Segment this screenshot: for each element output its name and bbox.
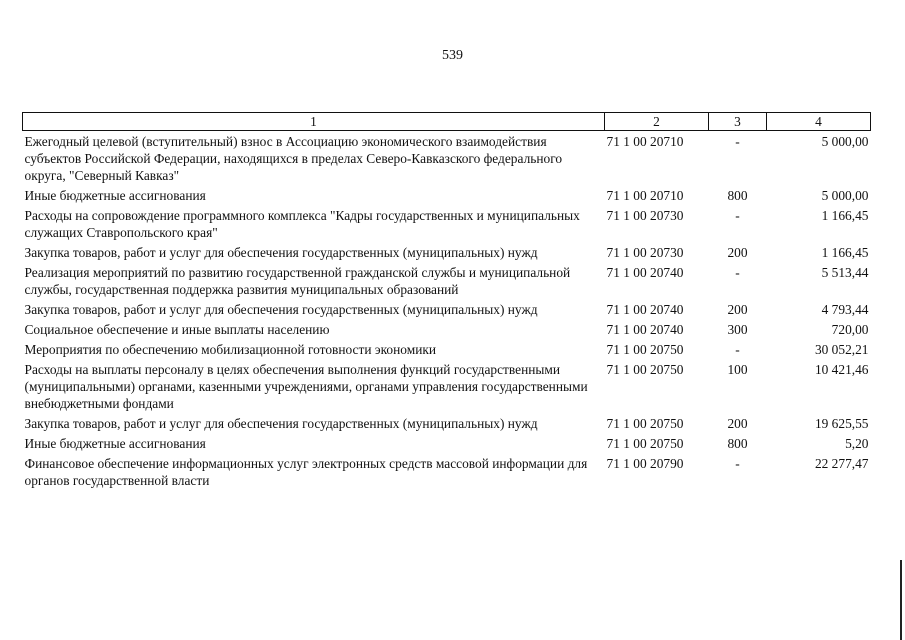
row-expense-type: 800 (727, 435, 748, 451)
row-code: 71 1 00 20730 (606, 244, 684, 260)
scan-edge-mark (900, 560, 902, 640)
row-amount: 30 052,21 (814, 341, 869, 357)
row-code: 71 1 00 20740 (606, 321, 684, 337)
row-amount: 22 277,47 (814, 455, 869, 471)
table-row (23, 339, 871, 359)
row-amount: 1 166,45 (821, 244, 869, 260)
row-name: Закупка товаров, работ и услуг для обеспечения государственных (муниципальных) нужд (24, 415, 538, 431)
row-code: 71 1 00 20740 (606, 264, 684, 280)
row-expense-type: - (735, 455, 740, 471)
row-amount: 19 625,55 (814, 415, 869, 431)
header-col-4: 4 (767, 113, 871, 131)
row-expense-type: 100 (727, 361, 748, 377)
table-row (23, 433, 871, 453)
table-body (23, 131, 871, 491)
budget-table-container (22, 112, 870, 490)
row-code: 71 1 00 20790 (606, 455, 684, 471)
row-name: Закупка товаров, работ и услуг для обеспечения государственных (муниципальных) нужд (24, 244, 538, 260)
row-code: 71 1 00 20750 (606, 415, 684, 431)
row-amount: 720,00 (831, 321, 869, 337)
table-row (23, 262, 871, 299)
header-col-2: 2 (605, 113, 709, 131)
row-amount: 5 000,00 (821, 187, 869, 203)
row-expense-type: - (735, 133, 740, 149)
row-name: Закупка товаров, работ и услуг для обеспечения государственных (муниципальных) нужд (24, 301, 538, 317)
row-name: Социальное обеспечение и иные выплаты населению (24, 321, 330, 337)
row-expense-type: - (735, 207, 740, 223)
table-row (23, 319, 871, 339)
row-expense-type: 200 (727, 301, 748, 317)
row-amount: 5 513,44 (821, 264, 869, 280)
table-row (23, 242, 871, 262)
row-expense-type: 800 (727, 187, 748, 203)
row-code: 71 1 00 20740 (606, 301, 684, 317)
row-amount: 4 793,44 (821, 301, 869, 317)
row-code: 71 1 00 20730 (606, 207, 684, 223)
row-code: 71 1 00 20710 (606, 133, 684, 149)
header-col-1: 1 (23, 113, 605, 131)
row-name: Расходы на сопровождение программного комплекса "Кадры государственных и муниципальных служащих Ставропольского края" (24, 207, 580, 240)
page-number: 539 (442, 48, 463, 63)
row-code: 71 1 00 20710 (606, 187, 684, 203)
table-row (23, 359, 871, 413)
table-row (23, 185, 871, 205)
table-header (23, 113, 871, 131)
header-col-3: 3 (709, 113, 767, 131)
row-name: Расходы на выплаты персоналу в целях обеспечения выполнения функций государственными (муниципальными) органами, казенными учреждениями, органами управления государственными внебюджетными фондами (24, 361, 588, 411)
table-row (23, 299, 871, 319)
row-amount: 10 421,46 (814, 361, 869, 377)
row-code: 71 1 00 20750 (606, 361, 684, 377)
table-row (23, 131, 871, 186)
row-expense-type: 200 (727, 244, 748, 260)
table-row (23, 413, 871, 433)
row-name: Мероприятия по обеспечению мобилизационной готовности экономики (24, 341, 437, 357)
row-amount: 5,20 (845, 435, 869, 451)
table-row (23, 453, 871, 490)
row-name: Иные бюджетные ассигнования (24, 187, 206, 203)
row-code: 71 1 00 20750 (606, 341, 684, 357)
row-expense-type: - (735, 341, 740, 357)
row-name: Финансовое обеспечение информационных услуг электронных средств массовой информации для органов государственной власти (24, 455, 588, 488)
row-name: Иные бюджетные ассигнования (24, 435, 206, 451)
row-expense-type: - (735, 264, 740, 280)
row-code: 71 1 00 20750 (606, 435, 684, 451)
row-name: Ежегодный целевой (вступительный) взнос в Ассоциацию экономического взаимодействия субъектов Российской Федерации, находящихся в пределах Северо-Кавказского федерального округа, "Северный Кавказ" (24, 133, 563, 183)
row-name: Реализация мероприятий по развитию государственной гражданской службы и муниципальной службы, государственная поддержка развития муниципальных образований (24, 264, 571, 297)
row-expense-type: 200 (727, 415, 748, 431)
row-expense-type: 300 (727, 321, 748, 337)
row-amount: 5 000,00 (821, 133, 869, 149)
table-row (23, 205, 871, 242)
budget-table (22, 112, 871, 490)
header-row (23, 113, 871, 131)
row-amount: 1 166,45 (821, 207, 869, 223)
